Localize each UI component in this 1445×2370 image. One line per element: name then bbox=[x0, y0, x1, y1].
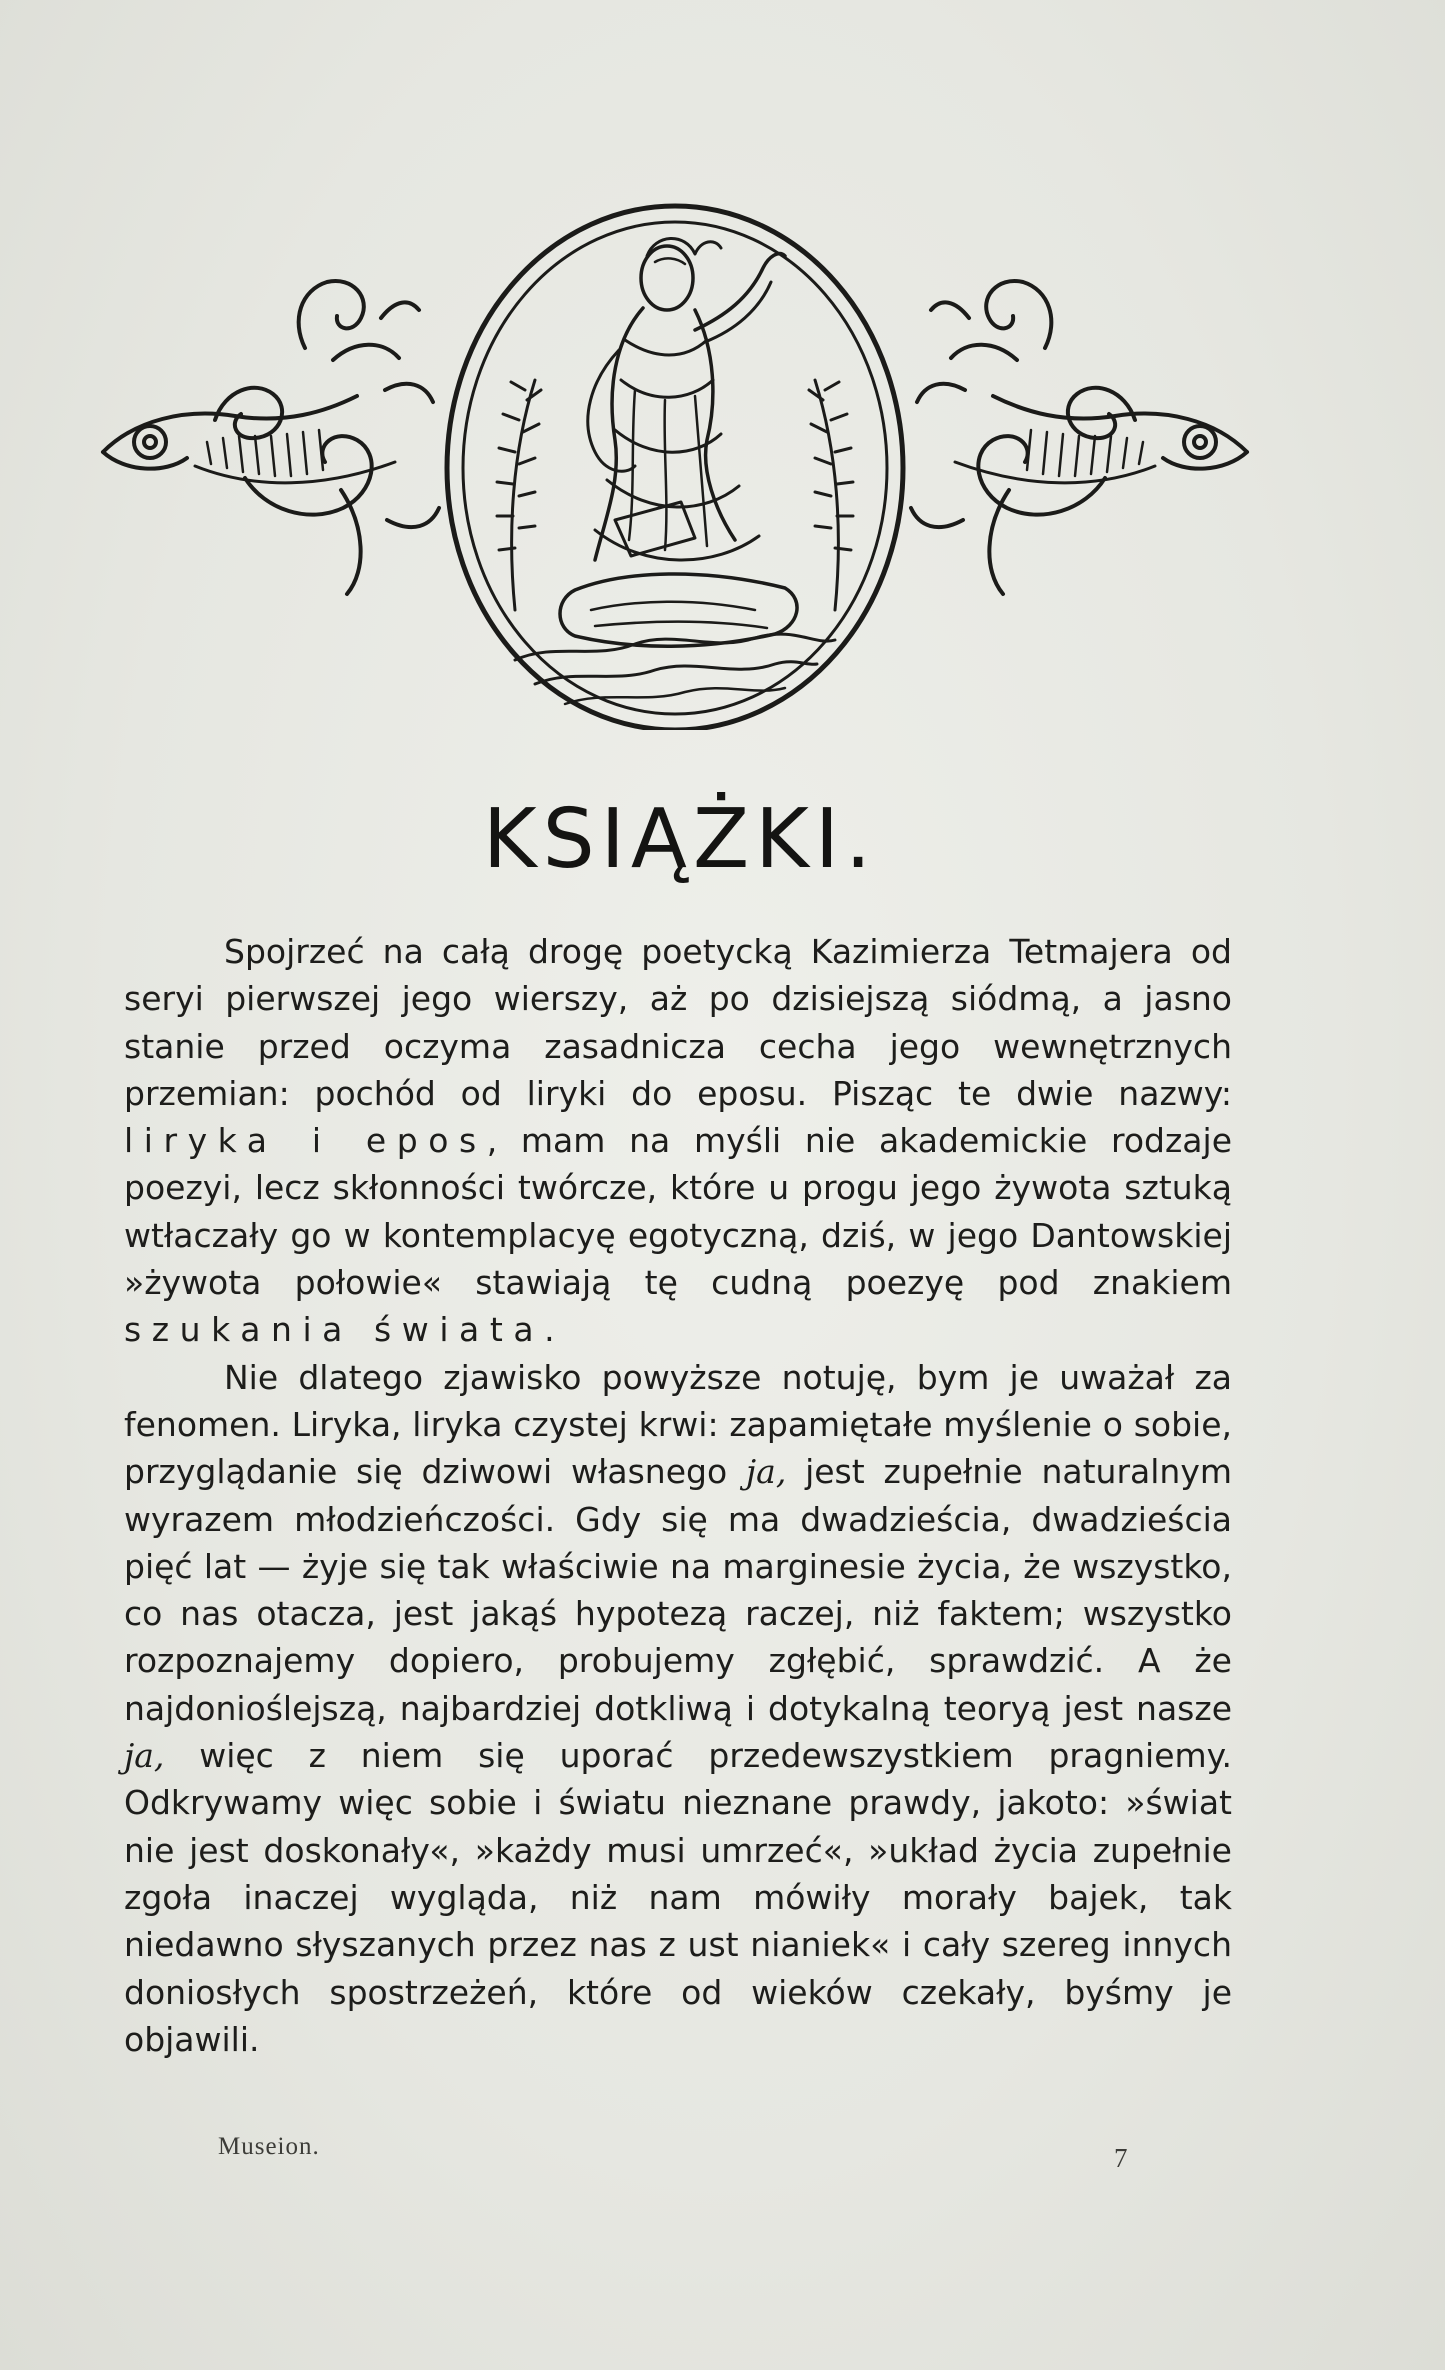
text-run: jest zupełnie naturalnym wyrazem młodzieńczości. Gdy się ma dwadzieścia, dwadzieścia pięć lat — żyje się tak właściwie na marginesie życia, że wszystko, co nas otacza, jest jakąś hypotezą raczej, niż faktem; wszystko rozpoznajemy dopiero, probujemy zgłębić, sprawdzić. A że najdonioślejszą, najbardziej dotkliwą i dotykalną teoryą jest nasze bbox=[124, 1452, 1232, 1728]
right-scroll-icon bbox=[911, 281, 1247, 594]
body-text bbox=[124, 928, 1232, 2063]
signature-mark: Museion. bbox=[218, 2133, 320, 2160]
ornamental-vignette-icon bbox=[95, 190, 1255, 730]
italic-emphasis: ja, bbox=[745, 1452, 787, 1492]
page-title: KSIĄŻKI. bbox=[482, 792, 878, 887]
spaced-emphasis: liryka i epos bbox=[124, 1121, 487, 1161]
text-run: . bbox=[544, 1310, 555, 1350]
text-run: Spojrzeć na całą drogę poetycką Kazimierza Tetmajera od seryi pierwszej jego wierszy, aż po dzisiejszą siódmą, a jasno stanie przed oczyma zasadnicza cecha jego wewnętrznych przemian: pochód od liryki do eposu. Pisząc te dwie nazwy: bbox=[124, 932, 1232, 1113]
text-run: , mam na myśli nie akademickie rodzaje poezyi, lecz skłonności twórcze, które u progu jego żywota sztuką wtłaczały go w kontemplacyę egotyczną, dziś, w jego Dantowskiej »żywota połowie« stawiają tę cudną poezyę pod znakiem bbox=[124, 1121, 1232, 1303]
spaced-emphasis: szukania świata bbox=[124, 1310, 545, 1350]
text-run: więc z niem się uporać przedewszystkiem pragniemy. Odkrywamy więc sobie i światu nieznane prawdy, jakoto: »świat nie jest doskonały«, »każdy musi umrzeć«, »układ życia zupełnie zgoła inaczej wygląda, niż nam mówiły morały bajek, tak niedawno słyszanych przez nas z ust nianiek« i cały szereg innych doniosłych spostrzeżeń, które od wieków czekały, byśmy je objawili. bbox=[124, 1736, 1232, 2059]
left-scroll-icon bbox=[103, 281, 439, 594]
page-number: 7 bbox=[1114, 2143, 1128, 2173]
italic-emphasis: ja, bbox=[124, 1736, 165, 1776]
female-figure-medallion-icon bbox=[447, 206, 903, 730]
paragraph-1 bbox=[124, 928, 1232, 1354]
text-run: Nie dlatego zjawisko powyższe notuję, bym je uważał za fenomen. Liryka, liryka czystej krwi: zapamiętałe myślenie o sobie, przyglądanie się dziwowi własnego bbox=[124, 1357, 1232, 1492]
paragraph-2 bbox=[124, 1354, 1232, 2063]
